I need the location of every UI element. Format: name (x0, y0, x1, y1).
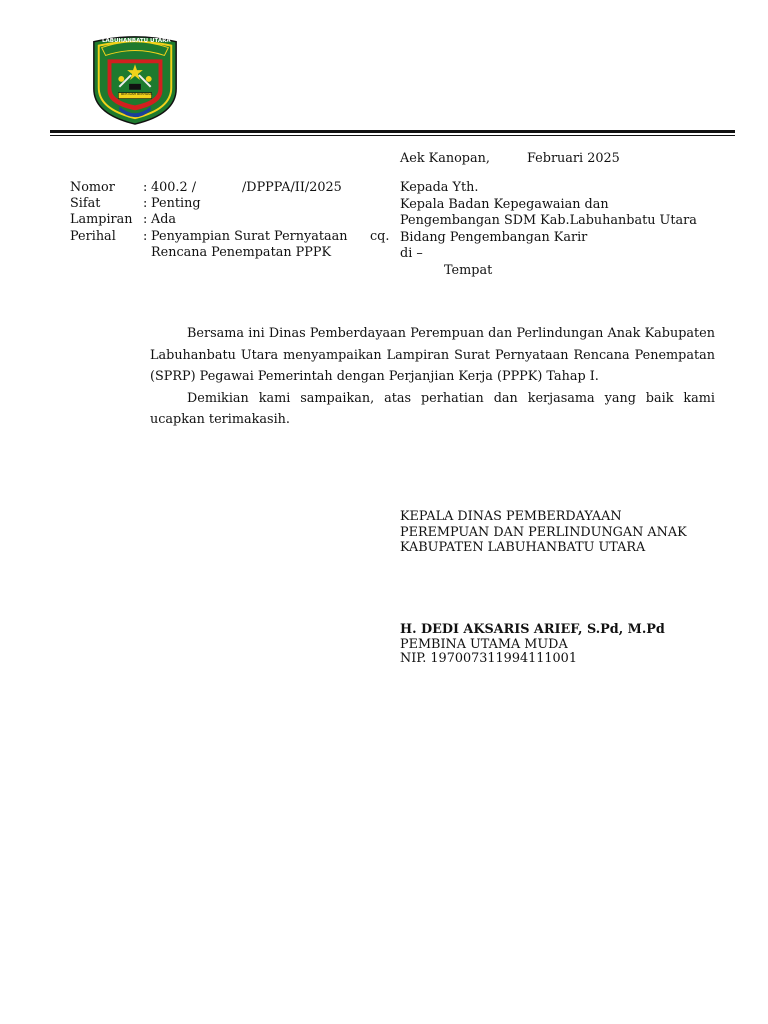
letter-number-code: /DPPPA/II/2025 (242, 180, 342, 195)
meta-label: Perihal (70, 229, 116, 244)
meta-value: Penting (151, 196, 201, 211)
logo-banner-text: LABUHANBATU UTARA (102, 38, 171, 44)
signatory-block (400, 623, 665, 667)
meta-value: Penyampian Surat Pernyataan (151, 229, 348, 244)
signatory-title (400, 509, 687, 556)
signatory-title-line: KABUPATEN LABUHANBATU UTARA (400, 540, 646, 555)
body-paragraph: Demikian kami sampaikan, atas perhatian dan kerjasama yang baik kami ucapkan terimakasih. (150, 390, 715, 427)
recipient-line: Pengembangan SDM Kab.Labuhanbatu Utara (400, 213, 697, 228)
meta-colon: : (143, 229, 148, 244)
meta-colon: : (143, 196, 148, 211)
header-rule-thin (50, 135, 735, 136)
meta-label: Sifat (70, 196, 101, 211)
letter-place: Aek Kanopan, (400, 151, 490, 166)
recipient-line: Bidang Pengembangan Karir (400, 229, 588, 245)
meta-value: Ada (151, 212, 177, 227)
meta-label: Lampiran (70, 212, 133, 227)
recipient-place: Tempat (444, 262, 493, 278)
meta-colon: : (143, 212, 148, 227)
body-paragraph: Bersama ini Dinas Pemberdayaan Perempuan dan Perlindungan Anak Kabupaten Labuhanbatu Utara menyampaikan Lampiran Surat Pernyataan Rencana Penempatan (SPRP) Pegawai Pemerintah dengan Perjanjian Kerja (PPPK) Tahap I. (150, 326, 715, 384)
meta-colon: : (143, 180, 148, 195)
recipient-line: di – (400, 246, 423, 261)
recipient-block (400, 180, 697, 279)
letter-body (150, 323, 715, 431)
signatory-nip: NIP. 197007311994111001 (400, 651, 577, 666)
meta-value-continued: Rencana Penempatan PPPK (151, 245, 332, 260)
signatory-rank: PEMBINA UTAMA MUDA (400, 636, 568, 652)
meta-label: Nomor (70, 180, 115, 195)
logo-motto-text: BERTUAH BERHASIL (121, 92, 153, 96)
signatory-title-line: KEPALA DINAS PEMBERDAYAAN (400, 509, 622, 524)
meta-value: 400.2 / (151, 180, 197, 195)
header-rule-thick (50, 130, 735, 133)
signatory-name: H. DEDI AKSARIS ARIEF, S.Pd, M.Pd (400, 622, 665, 637)
signatory-title-line: PEREMPUAN DAN PERLINDUNGAN ANAK (400, 524, 687, 540)
recipient-line: Kepala Badan Kepegawaian dan (400, 196, 609, 212)
recipient-greeting: Kepada Yth. (400, 180, 479, 195)
cq-label: cq. (370, 229, 390, 244)
letter-date: Februari 2025 (527, 151, 620, 166)
